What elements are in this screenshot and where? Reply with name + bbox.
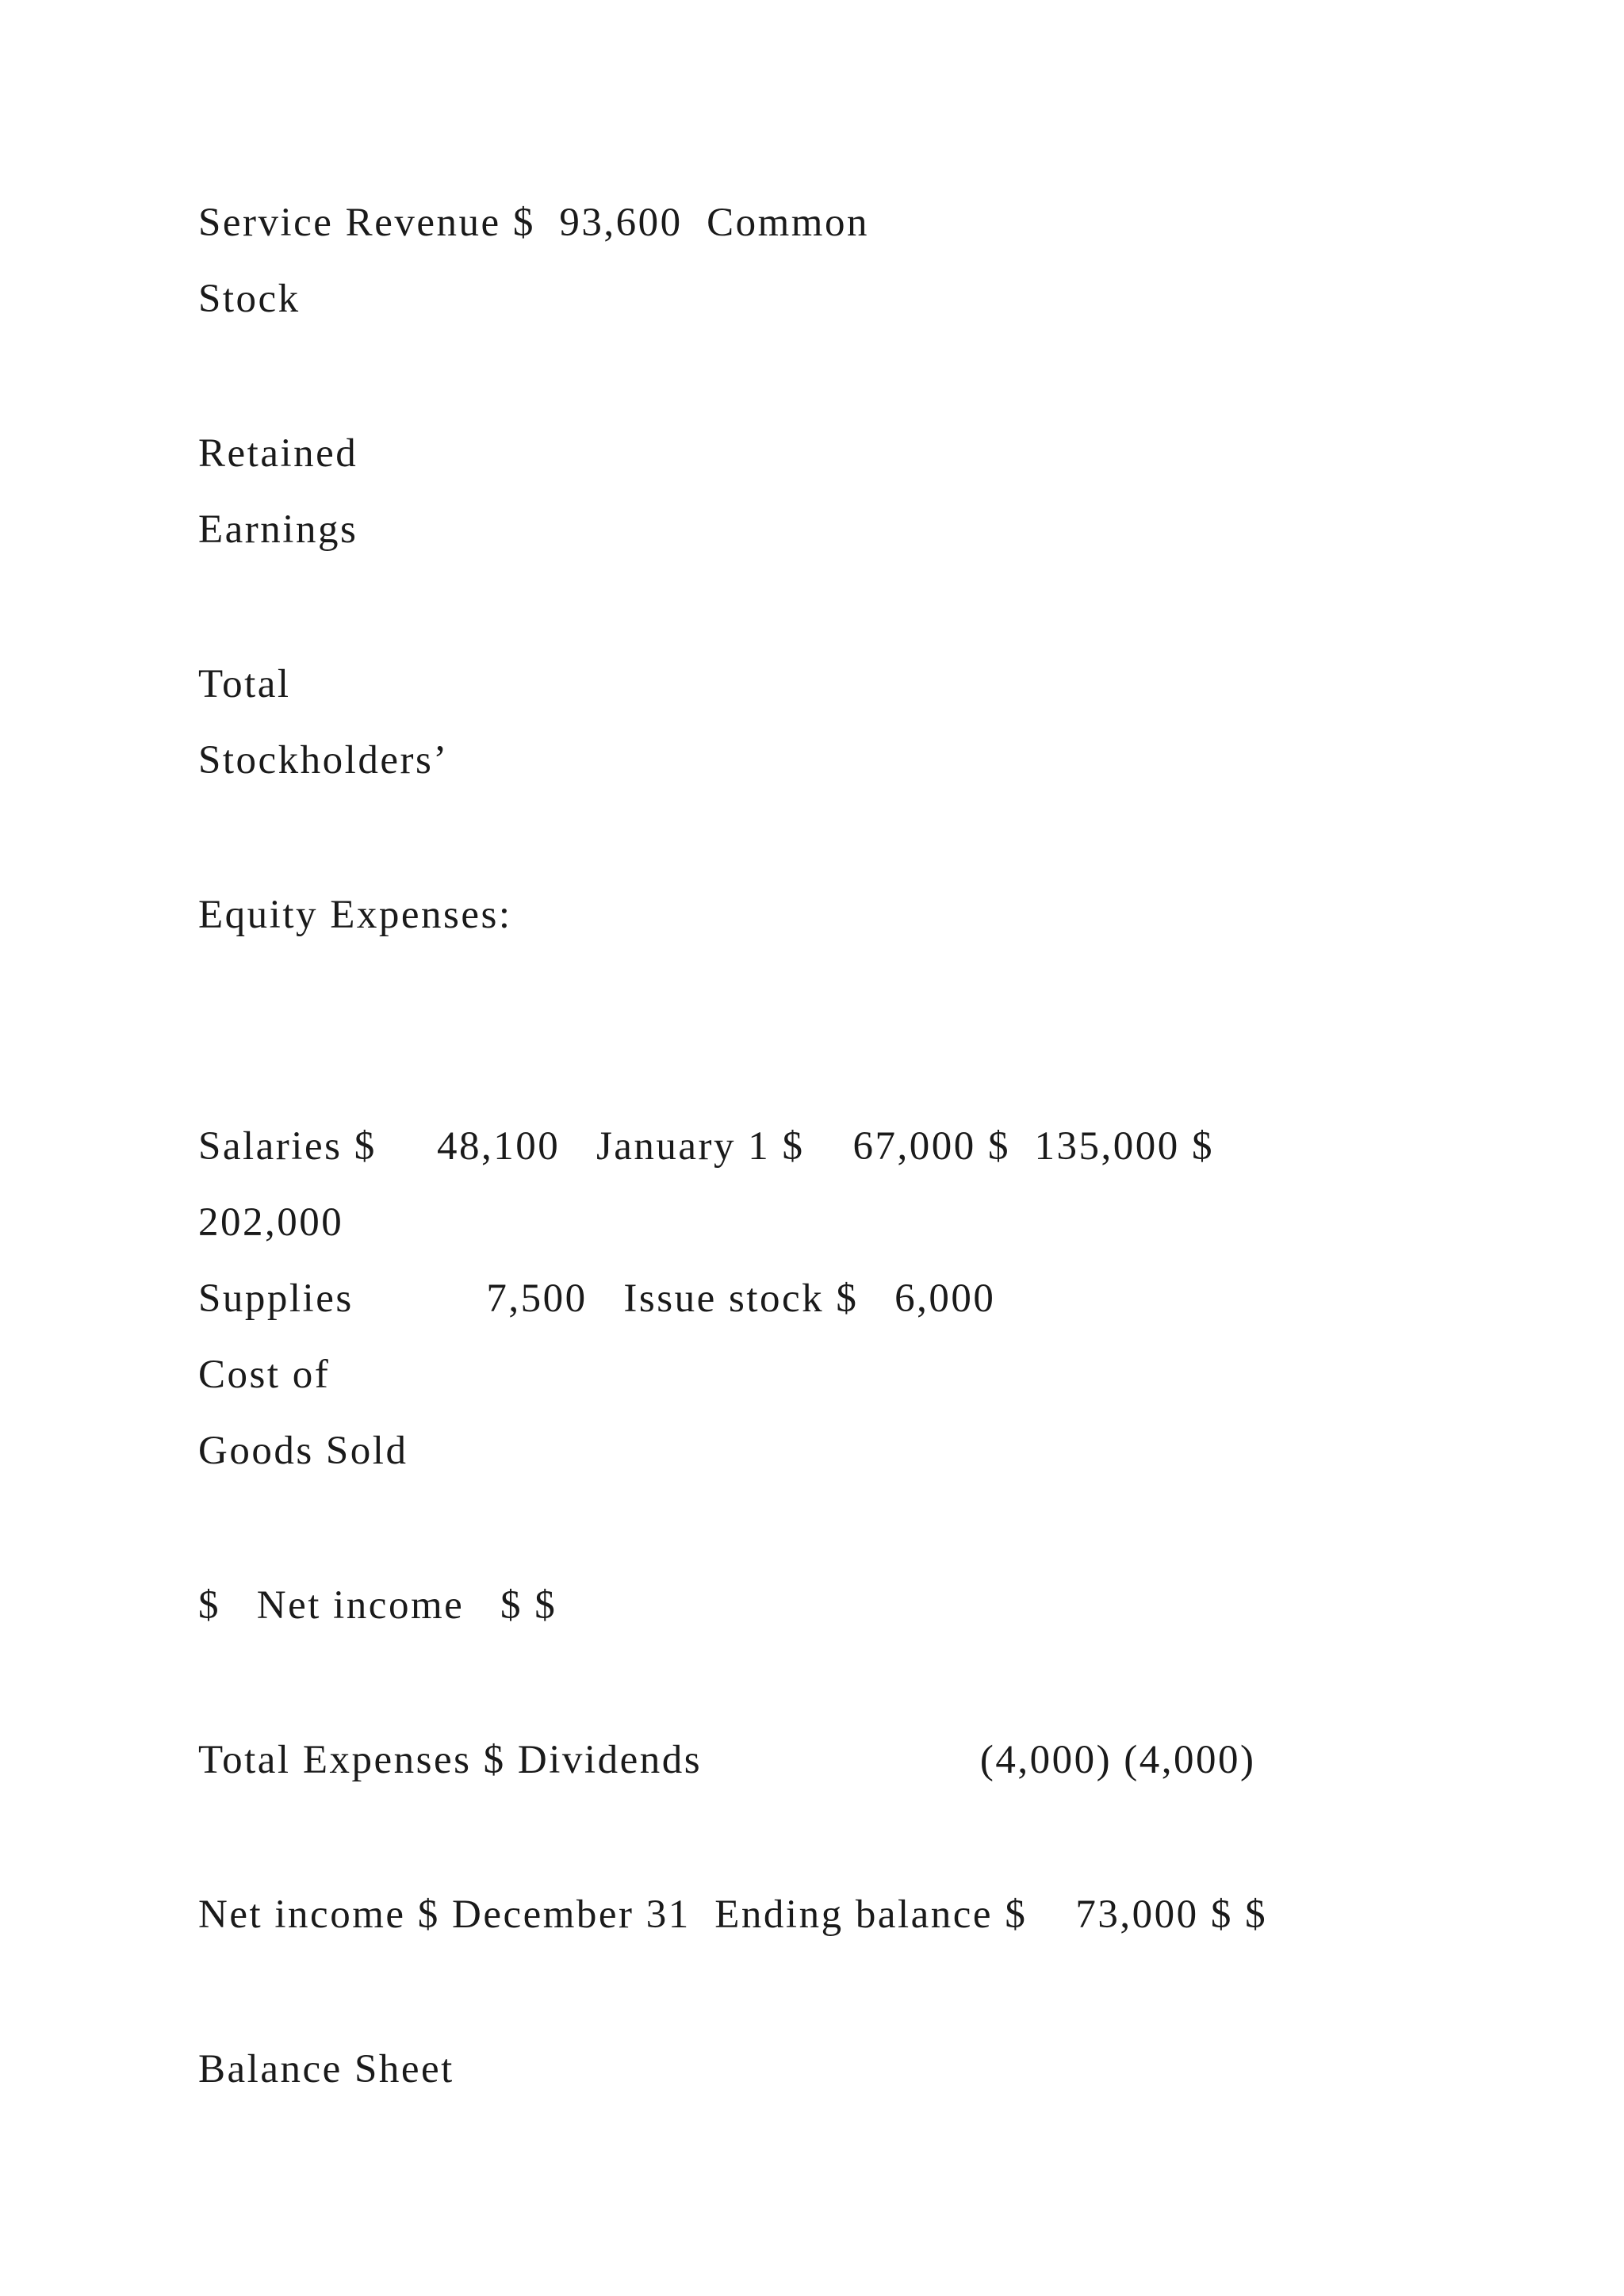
text-line-total: Total [198, 662, 291, 706]
text-line-total-expenses: Total Expenses $ Dividends (4,000) (4,000) [198, 1738, 1256, 1782]
text-line-equity-expenses: Equity Expenses: [198, 893, 512, 937]
text-line-supplies: Supplies 7,500 Issue stock $ 6,000 [198, 1276, 996, 1321]
text-line-goods-sold: Goods Sold [198, 1429, 408, 1473]
text-line-stockholders: Stockholders’ [198, 738, 449, 783]
text-line-salaries: Salaries $ 48,100 January 1 $ 67,000 $ 135,000 $ [198, 1124, 1215, 1169]
text-line-earnings: Earnings [198, 507, 358, 552]
text-line-amount-202000: 202,000 [198, 1200, 344, 1245]
text-line-balance-sheet: Balance Sheet [198, 2047, 454, 2091]
text-line-net-income: $ Net income $ $ [198, 1583, 557, 1628]
text-line-net-income-december: Net income $ December 31 Ending balance $ 73,000 $ $ [198, 1892, 1268, 1937]
text-line-stock: Stock [198, 277, 301, 321]
text-line-cost-of: Cost of [198, 1353, 331, 1397]
text-line-retained: Retained [198, 431, 358, 476]
text-line-service-revenue: Service Revenue $ 93,600 Common [198, 201, 869, 245]
